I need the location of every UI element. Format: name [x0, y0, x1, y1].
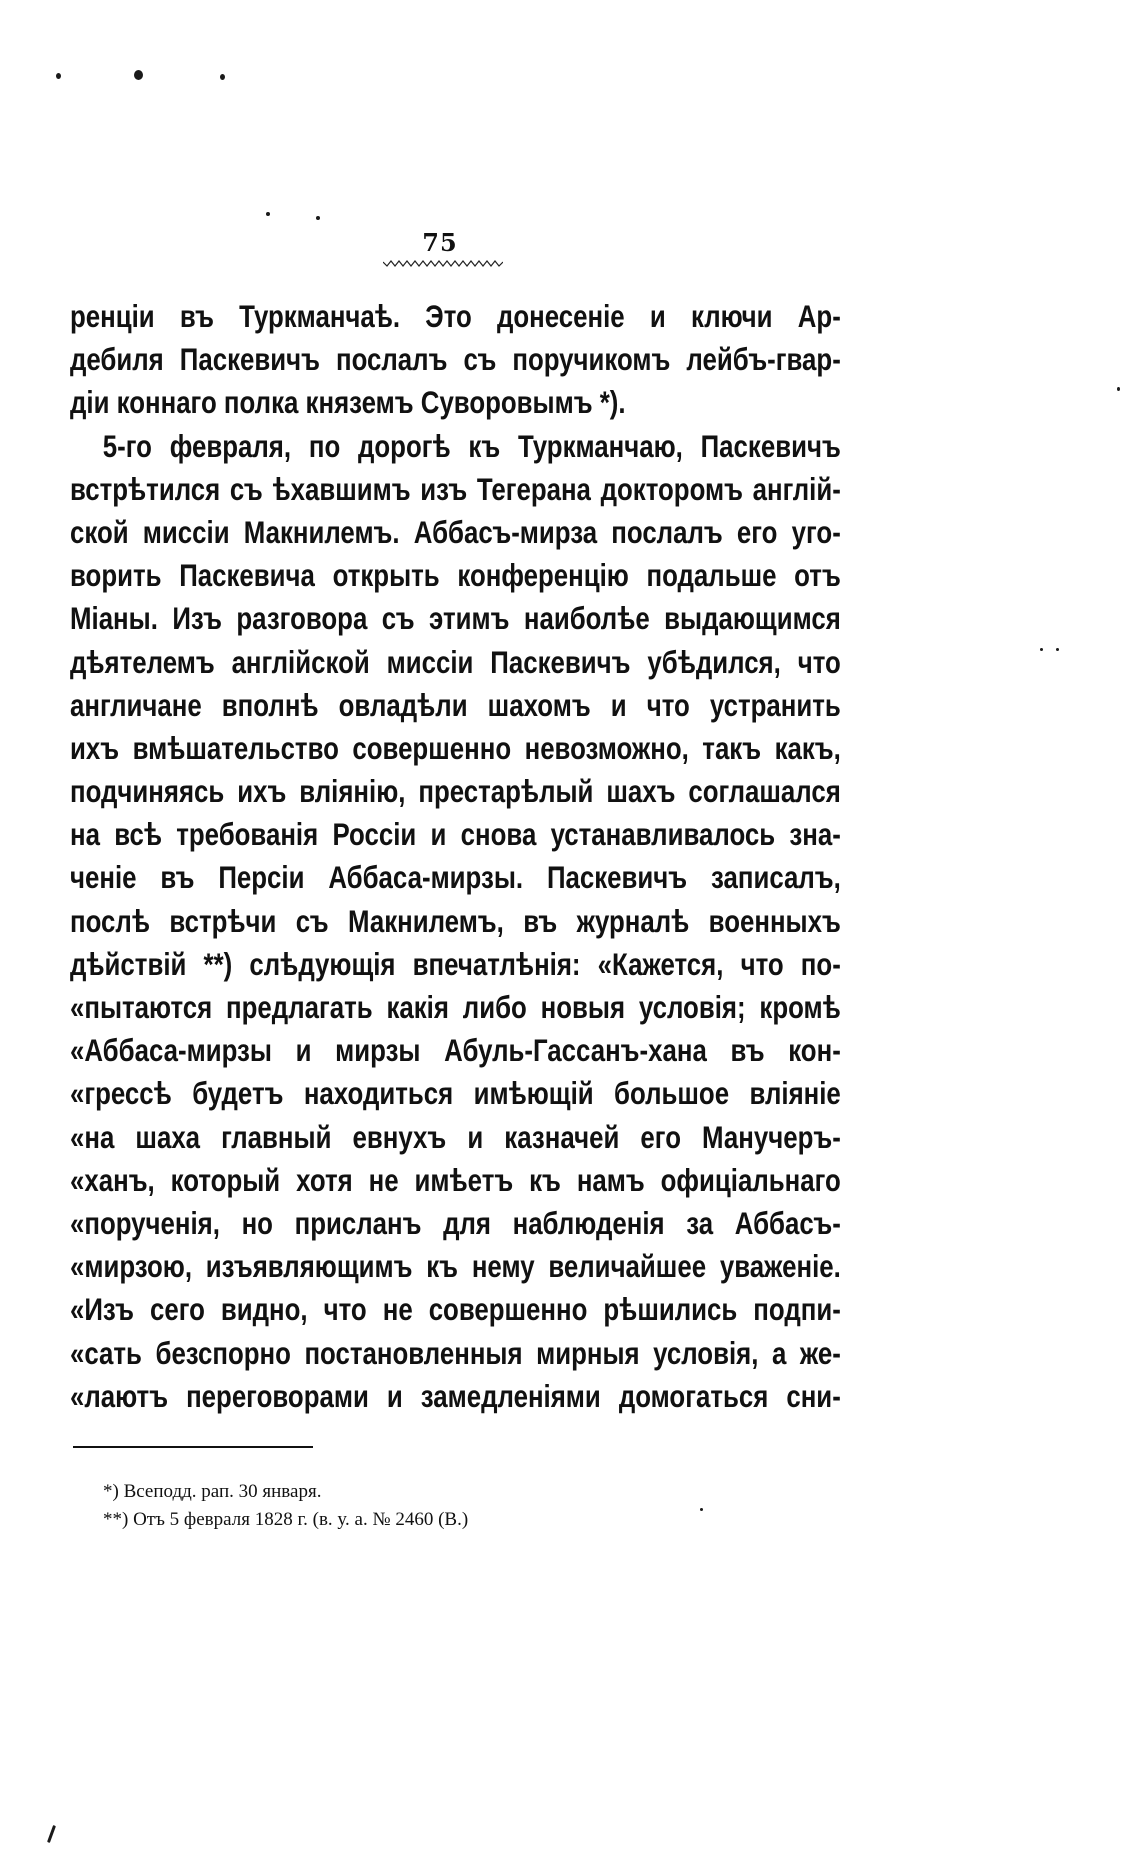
- text-line: «порученія, но присланъ для наблюденія за Аббасъ-: [70, 1204, 841, 1241]
- text-line: «пытаются предлагать какія либо новыя условія; кромѣ: [70, 989, 841, 1025]
- text-line: «Изъ сего видно, что не совершенно рѣшились подпи-: [70, 1291, 841, 1328]
- text-line: послѣ встрѣчи съ Макнилемъ, въ журналѣ военныхъ: [70, 902, 841, 939]
- text-line: ренціи въ Туркманчаѣ. Это донесеніе и ключи Ар-: [70, 298, 841, 334]
- scan-speck: [47, 1825, 56, 1843]
- text-line: діи коннаго полка княземъ Суворовымъ *).: [70, 384, 626, 421]
- scan-speck: [1056, 648, 1059, 651]
- text-line: «грессѣ будетъ находиться имѣющій большое вліяніе: [70, 1075, 841, 1112]
- scan-speck: [134, 70, 143, 80]
- text-line: дѣйствій **) слѣдующія впечатлѣнія: «Кажется, что по-: [70, 945, 841, 982]
- text-line: «на шаха главный евнухъ и казначей его Манучеръ-: [70, 1118, 841, 1155]
- body-text: [70, 295, 840, 1418]
- text-line: подчиняясь ихъ вліянію, престарѣлый шахъ соглашался: [70, 773, 841, 810]
- text-line: «лаютъ переговорами и замедленіями домогаться сни-: [70, 1377, 841, 1414]
- footnote: *) Всеподд. рап. 30 января.: [103, 1481, 322, 1502]
- page-number-ornament: [383, 258, 503, 268]
- text-line: англичане вполнѣ овладѣли шахомъ и что устранить: [70, 686, 841, 723]
- footnotes: [103, 1478, 803, 1534]
- text-line: 5-го февраля, по дорогѣ къ Туркманчаю, Паскевичъ: [102, 427, 841, 464]
- text-line: ской миссіи Макнилемъ. Аббасъ-мирза послалъ его уго-: [70, 513, 841, 550]
- scan-speck: [1040, 648, 1043, 651]
- scan-speck: [56, 73, 61, 79]
- text-line: «ханъ, который хотя не имѣетъ къ намъ офиціальнаго: [70, 1161, 841, 1198]
- text-line: «мирзою, изъявляющимъ къ нему величайшее уваженіе.: [70, 1248, 841, 1285]
- scan-speck: [266, 212, 270, 216]
- text-line: «сать безспорно постановленныя мирныя условія, а же-: [70, 1334, 841, 1371]
- text-line: ворить Паскевича открыть конференцію подальше отъ: [70, 557, 841, 594]
- text-line: на всѣ требованія Россіи и снова устанавливалось зна-: [70, 816, 841, 853]
- scan-speck: [220, 74, 225, 80]
- text-line: встрѣтился съ ѣхавшимъ изъ Тегерана докторомъ англій-: [70, 470, 841, 507]
- footnote: **) Отъ 5 февраля 1828 г. (в. у. а. № 2460 (В.): [103, 1509, 469, 1530]
- text-line: «Аббаса-мирзы и мирзы Абуль-Гассанъ-хана въ кон-: [70, 1032, 841, 1069]
- text-line: Міаны. Изъ разговора съ этимъ наиболѣе выдающимся: [70, 600, 841, 637]
- footnote-rule: [73, 1446, 313, 1448]
- text-line: ченіе въ Персіи Аббаса-мирзы. Паскевичъ записалъ,: [70, 859, 841, 896]
- text-line: ихъ вмѣшательство совершенно невозможно, такъ какъ,: [70, 729, 841, 766]
- scan-speck: [1117, 387, 1120, 391]
- page-number: 75: [422, 228, 458, 257]
- text-line: дѣятелемъ англійской миссіи Паскевичъ убѣдился, что: [70, 643, 841, 680]
- scan-speck: [316, 216, 320, 220]
- text-line: дебиля Паскевичъ послалъ съ поручикомъ лейбъ-гвар-: [70, 341, 841, 378]
